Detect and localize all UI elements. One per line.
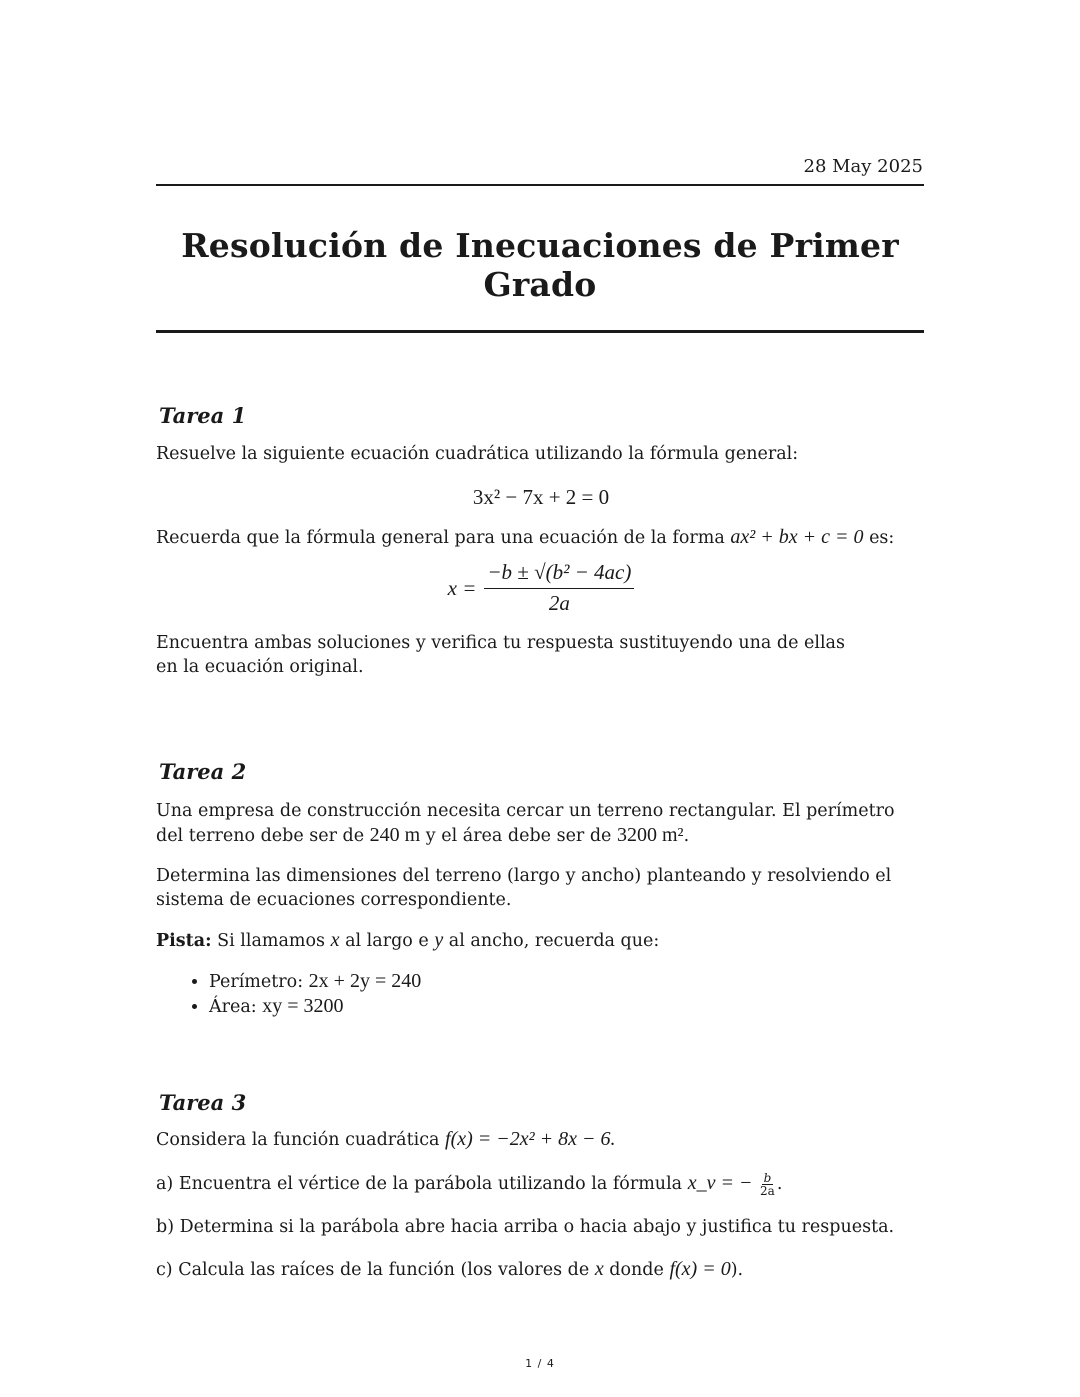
task-1-heading: Tarea 1	[159, 403, 247, 428]
task-1-equation: 3x² − 7x + 2 = 0	[472, 485, 610, 509]
quadratic-formula-numerator: −b ± √(b² − 4ac)	[484, 560, 634, 589]
bullet-label: Perímetro:	[209, 972, 304, 992]
list-item	[209, 994, 926, 1019]
vertex-fraction	[760, 1172, 775, 1197]
task-1-recall-suffix: es:	[869, 528, 895, 548]
task-3-function: f(x) = −2x² + 8x − 6.	[445, 1128, 616, 1150]
task-3	[156, 1090, 926, 1282]
task-2-hint-y: y	[434, 929, 444, 951]
task-3-c-formula: f(x) = 0	[669, 1258, 731, 1280]
task-1-recall-formula: ax² + bx + c = 0	[730, 526, 864, 548]
task-3-part-b: b) Determina si la parábola abre hacia arriba o hacia abajo y justifica tu respuesta.	[156, 1217, 895, 1237]
task-1	[156, 403, 926, 679]
task-3-part-c	[156, 1257, 926, 1282]
task-2-hint-label: Pista:	[156, 931, 212, 951]
task-2-paragraph-2: Determina las dimensiones del terreno (largo y ancho) planteando y resolviendo el sistema de ecuaciones correspondiente.	[156, 866, 892, 910]
task-2-p1-a: Una empresa de construcción necesita cercar un terreno rectangular. El perímetro del terreno debe ser de	[156, 801, 895, 846]
task-1-intro: Resuelve la siguiente ecuación cuadrática utilizando la fórmula general:	[156, 444, 799, 464]
document-date: 28 May 2025	[803, 156, 923, 177]
task-3-a-formula: x_v = −	[687, 1172, 753, 1194]
task-1-recall	[156, 525, 926, 550]
task-2-hint	[156, 928, 926, 953]
list-item	[209, 969, 926, 994]
task-2-area: 3200 m²	[617, 824, 684, 846]
header-rule	[156, 184, 924, 186]
task-2	[156, 759, 926, 1019]
task-2-hint-b: al largo e	[345, 931, 429, 951]
task-3-c-x: x	[594, 1258, 604, 1280]
quadratic-formula-fraction	[484, 560, 634, 616]
task-3-c-text-b: donde	[609, 1260, 664, 1280]
quadratic-formula	[156, 560, 926, 616]
title-rule	[156, 330, 924, 333]
task-1-recall-text: Recuerda que la fórmula general para una ecuación de la forma	[156, 528, 725, 548]
task-2-perimeter: 240 m	[369, 824, 421, 846]
bullet-label: Área:	[209, 997, 257, 1017]
vertex-fraction-num: b	[763, 1171, 772, 1185]
task-2-bullet-list	[156, 969, 926, 1019]
quadratic-formula-lhs: x =	[447, 575, 477, 600]
task-3-part-a: a) Encuentra el vértice de la parábola utilizando la fórmula x_v = − $\frac{b}{2a}$ .	[156, 1171, 783, 1198]
bullet-expr: xy = 3200	[262, 995, 344, 1017]
task-3-c-text-a: c) Calcula las raíces de la función (los valores de	[156, 1260, 590, 1280]
page-title: Resolución de Inecuaciones de Primer Grado	[181, 226, 899, 304]
task-2-hint-a: Si llamamos	[217, 931, 326, 951]
task-3-intro	[156, 1127, 926, 1152]
task-3-a-text: a) Encuentra el vértice de la parábola utilizando la fórmula	[156, 1174, 683, 1194]
bullet-expr: 2x + 2y = 240	[308, 970, 422, 992]
task-3-heading: Tarea 3	[159, 1090, 247, 1115]
task-2-paragraph-1: Una empresa de construcción necesita cercar un terreno rectangular. El perímetro del terreno debe ser de 240 m y el área debe ser de 3200 m².	[156, 801, 895, 846]
task-3-intro-text: Considera la función cuadrática	[156, 1130, 440, 1150]
vertex-fraction-den: 2a	[760, 1184, 775, 1198]
quadratic-formula-denominator: 2a	[548, 591, 570, 615]
task-2-heading: Tarea 2	[159, 759, 247, 784]
page-number: 1 / 4	[525, 1357, 555, 1370]
task-2-p1-b: y el área debe ser de	[425, 826, 612, 846]
task-1-closing: Encuentra ambas soluciones y verifica tu respuesta sustituyendo una de ellas en la ecuación original.	[156, 633, 845, 677]
task-2-hint-c: al ancho, recuerda que:	[448, 931, 660, 951]
task-3-c-text-c: ).	[730, 1260, 744, 1280]
task-2-hint-x: x	[330, 929, 340, 951]
